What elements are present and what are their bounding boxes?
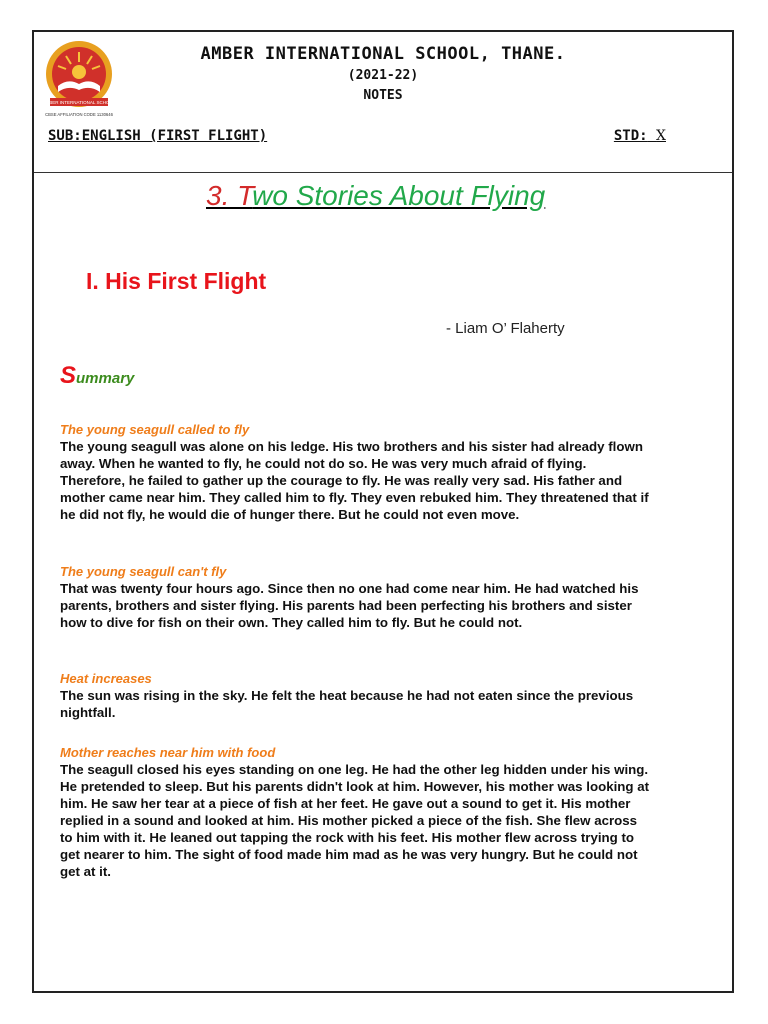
page-header <box>34 32 732 173</box>
chapter-title: 3. Two Stories About Flying <box>206 180 546 211</box>
paragraph-block <box>60 421 650 523</box>
paragraph-block <box>60 563 650 631</box>
paragraph-text: That was twenty four hours ago. Since then no one had come near him. He had watched his parents, brothers and sister flying. His parents had been perfecting his brothers and sister how to dive for fish on their own. They called him to fly. But he could not. <box>60 581 639 630</box>
paragraph-text: The seagull closed his eyes standing on one leg. He had the other leg hidden under his wing. He pretended to sleep. But his parents didn't look at him. However, his mother was looking at him. He saw her tear at a piece of fish at her feet. He gave out a sound to get it. His mother replied in a sound and looked at him. His mother picked a piece of the fish. She flew across to him with it. He leaned out tapping the rock with his feet. His mother flew across trying to get nearer to him. The sight of food made him mad as he was very hungry. But he could not get at it. <box>60 762 650 879</box>
paragraph-block <box>60 670 650 721</box>
paragraph-text: The young seagull was alone on his ledge. His two brothers and his sister had already flown away. When he wanted to fly, he could not do so. He was very much afraid of flying. Therefore, he failed to gather up the courage to fly. He was really very sad. His father and mother came near him. They called him to fly. They even rebuked him. They threatened that if he did not fly, he would die of hunger there. But he could not even move. <box>60 439 649 522</box>
section-title: I. His First Flight <box>86 268 267 294</box>
notes-label: NOTES <box>363 88 403 103</box>
svg-text:AMBER INTERNATIONAL SCHOOL: AMBER INTERNATIONAL SCHOOL <box>42 100 116 105</box>
paragraph-text: The sun was rising in the sky. He felt the heat because he had not eaten since the previous nightfall. <box>60 688 634 720</box>
paragraph-heading: Mother reaches near him with food <box>60 745 276 760</box>
paragraph-heading: Heat increases <box>60 671 152 686</box>
svg-text:CBSE AFFILIATION CODE 1130646: CBSE AFFILIATION CODE 1130646 <box>45 112 113 117</box>
paragraph-block <box>60 744 650 880</box>
subject-label: SUB:ENGLISH (FIRST FLIGHT) <box>48 128 268 144</box>
paragraph-heading: The young seagull can't fly <box>60 564 227 579</box>
standard-value: X <box>656 128 666 144</box>
standard-label: STD: X <box>613 128 666 144</box>
summary-heading: Summary <box>60 362 135 389</box>
academic-year: (2021-22) <box>347 68 419 83</box>
paragraph-heading: The young seagull called to fly <box>60 422 250 437</box>
school-name: AMBER INTERNATIONAL SCHOOL, THANE. <box>200 44 566 64</box>
author-name: - Liam O’ Flaherty <box>446 320 565 337</box>
